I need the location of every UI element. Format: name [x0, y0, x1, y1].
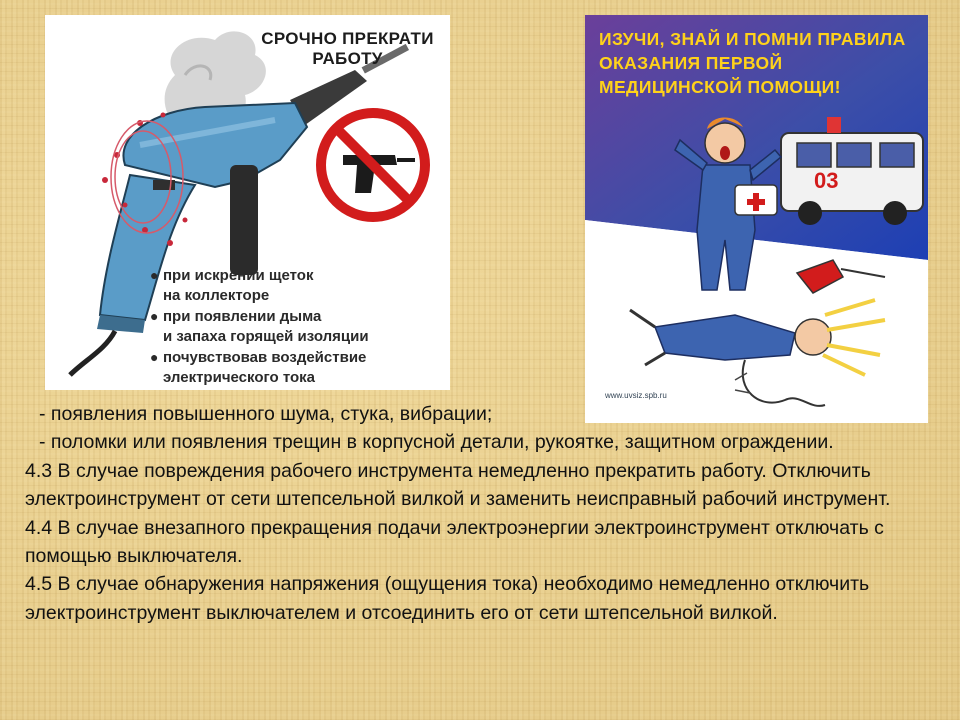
instruction-text — [25, 400, 945, 627]
poster-footer-url: www.uvsiz.spb.ru — [605, 391, 667, 400]
poster-title: СРОЧНО ПРЕКРАТИ РАБОТУ — [261, 29, 434, 68]
ambulance — [781, 117, 923, 225]
svg-text:03: 03 — [814, 168, 839, 193]
poster-bullet-item: ● почувствовав воздействие электрического тока — [150, 349, 367, 386]
list-item: - поломки или появления трещин в корпусной детали, рукоятке, защитном ограждении. — [39, 431, 834, 454]
poster-bullet-item: ● при появлении дыма и запаха горящей изоляции — [150, 308, 369, 345]
drill-safety-poster — [45, 15, 450, 390]
poster-bullet-list — [150, 265, 450, 388]
prohibition-sign — [321, 113, 425, 217]
clause-4-4: 4.4 В случае внезапного прекращения подачи электроэнергии электроинструмент отключать с помощью выключателя. — [25, 516, 884, 568]
clause-4-3: 4.3 В случае повреждения рабочего инструмента немедленно прекратить работу. Отключить электроинструмент от сети штепсельной вилкой и заменить неисправный рабочий инструмент. — [25, 459, 891, 511]
list-item: - появления повышенного шума, стука, вибрации; — [39, 403, 493, 425]
first-aid-poster — [585, 15, 928, 423]
poster-bullet-item: ● при искрении щеток на коллекторе — [150, 267, 314, 304]
clause-4-5: 4.5 В случае обнаружения напряжения (ощущения тока) необходимо немедленно отключить электроинструмент выключателем и отсоединить его от сети штепсельной вилкой. — [25, 573, 870, 624]
poster-headline: ИЗУЧИ, ЗНАЙ И ПОМНИ ПРАВИЛА ОКАЗАНИЯ ПЕРВОЙ МЕДИЦИНСКОЙ ПОМОЩИ! — [599, 29, 906, 97]
